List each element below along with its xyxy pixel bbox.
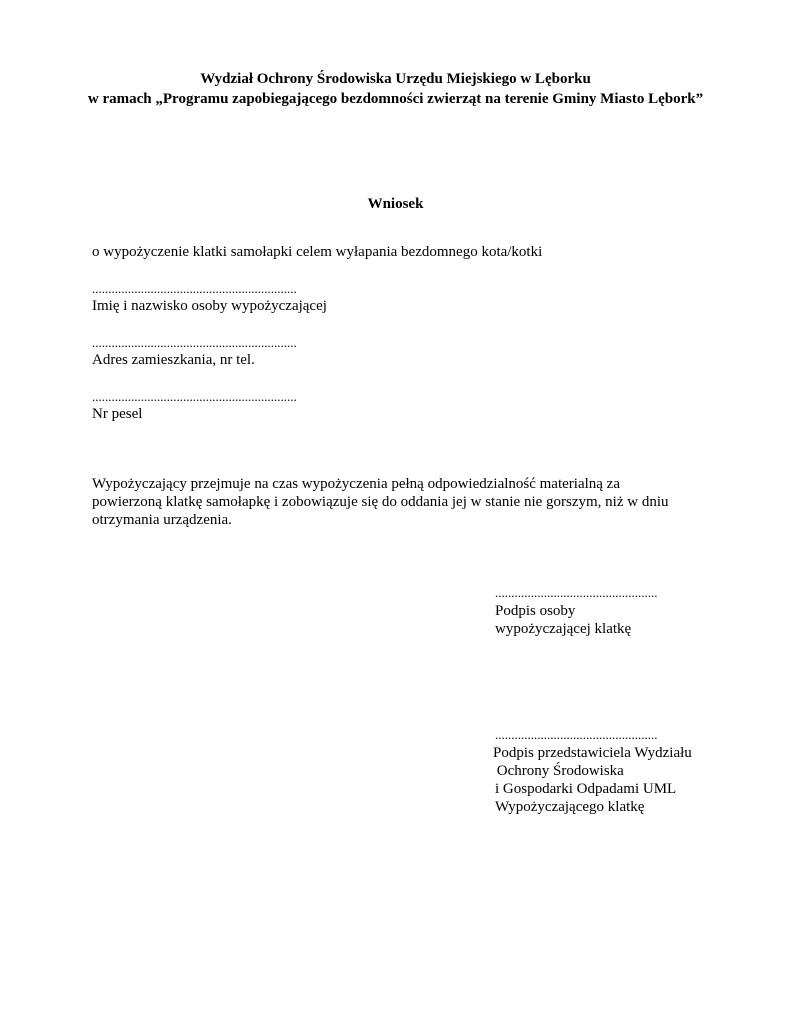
- official-signature-block: [493, 726, 692, 816]
- borrower-signature-label: wypożyczającej klatkę: [495, 621, 632, 637]
- request-subject: o wypożyczenie klatki samołapki celem wyłapania bezdomnego kota/kotki: [92, 244, 543, 260]
- header-program: w ramach „Programu zapobiegającego bezdomności zwierząt na terenie Gminy Miasto Lębork”: [87, 91, 704, 107]
- pesel-field-dots: ...............................................................: [92, 389, 297, 404]
- name-field-dots: ...............................................................: [92, 281, 297, 296]
- statement-line: otrzymania urządzenia.: [92, 512, 232, 528]
- borrower-signature-dots: ..................................................: [495, 585, 658, 600]
- address-field-label: Adres zamieszkania, nr tel.: [92, 352, 255, 368]
- borrower-signature-block: [495, 584, 658, 638]
- official-signature-label: Wypożyczającego klatkę: [495, 799, 645, 815]
- name-field-label: Imię i nazwisko osoby wypożyczającej: [92, 298, 327, 314]
- header-department: Wydział Ochrony Środowiska Urzędu Miejskiego w Lęborku: [200, 71, 591, 87]
- address-field-dots: ...............................................................: [92, 335, 297, 350]
- pesel-field-label: Nr pesel: [92, 406, 143, 422]
- official-signature-label: Podpis przedstawiciela Wydziału: [493, 745, 692, 761]
- official-signature-label: Ochrony Środowiska: [493, 763, 624, 779]
- official-signature-dots: ..................................................: [495, 727, 658, 742]
- statement-line: powierzoną klatkę samołapkę i zobowiązuje się do oddania jej w stanie nie gorszym, niż w dniu: [92, 494, 669, 510]
- official-signature-label: i Gospodarki Odpadami UML: [495, 781, 677, 797]
- statement-line: Wypożyczający przejmuje na czas wypożyczenia pełną odpowiedzialność materialną za: [92, 476, 620, 492]
- liability-statement: [92, 475, 712, 529]
- borrower-signature-label: Podpis osoby: [495, 603, 576, 619]
- document-title: Wniosek: [367, 196, 424, 212]
